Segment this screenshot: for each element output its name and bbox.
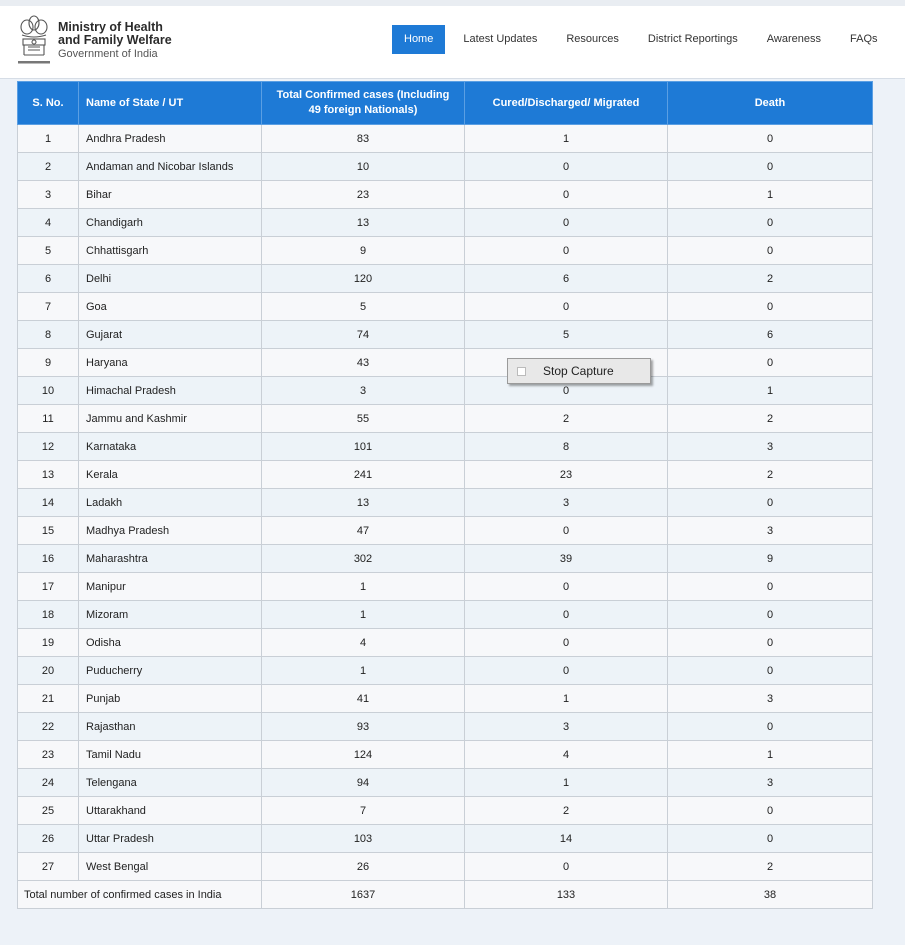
cell-sno: 26 [18, 825, 79, 853]
cell-sno: 4 [18, 209, 79, 237]
cell-cured: 1 [465, 125, 668, 153]
header-death: Death [668, 82, 873, 125]
cell-confirmed: 43 [262, 349, 465, 377]
cell-death: 0 [668, 489, 873, 517]
cell-cured: 0 [465, 293, 668, 321]
cell-cured: 8 [465, 433, 668, 461]
cell-state-name: Karnataka [79, 433, 262, 461]
table-row [18, 405, 873, 433]
cell-death: 1 [668, 741, 873, 769]
cell-state-name: Madhya Pradesh [79, 517, 262, 545]
table-header-row [18, 82, 873, 125]
cell-sno: 5 [18, 237, 79, 265]
total-confirmed: 1637 [262, 881, 465, 909]
nav-home[interactable]: Home [392, 25, 445, 54]
cell-sno: 9 [18, 349, 79, 377]
cell-cured: 23 [465, 461, 668, 489]
cell-death: 3 [668, 433, 873, 461]
table-row [18, 769, 873, 797]
cell-death: 0 [668, 153, 873, 181]
cell-confirmed: 5 [262, 293, 465, 321]
cell-cured: 0 [465, 853, 668, 881]
cell-death: 0 [668, 657, 873, 685]
nav-resources[interactable]: Resources [566, 33, 619, 45]
cell-state-name: Andaman and Nicobar Islands [79, 153, 262, 181]
ministry-name-line1: Ministry of Health [58, 20, 163, 34]
cell-cured: 3 [465, 713, 668, 741]
cell-confirmed: 241 [262, 461, 465, 489]
table-row [18, 545, 873, 573]
cell-sno: 24 [18, 769, 79, 797]
cell-confirmed: 41 [262, 685, 465, 713]
cell-confirmed: 1 [262, 573, 465, 601]
cell-cured: 0 [465, 657, 668, 685]
cell-sno: 23 [18, 741, 79, 769]
national-emblem-icon[interactable] [14, 13, 54, 71]
cell-state-name: West Bengal [79, 853, 262, 881]
table-row [18, 349, 873, 377]
cell-sno: 1 [18, 125, 79, 153]
cell-confirmed: 13 [262, 209, 465, 237]
cell-state-name: Tamil Nadu [79, 741, 262, 769]
cell-confirmed: 83 [262, 125, 465, 153]
cell-state-name: Bihar [79, 181, 262, 209]
cell-state-name: Uttar Pradesh [79, 825, 262, 853]
table-row [18, 853, 873, 881]
cell-sno: 6 [18, 265, 79, 293]
government-name: Government of India [58, 48, 158, 60]
table-row [18, 153, 873, 181]
stop-capture-button[interactable] [507, 358, 651, 384]
cell-sno: 3 [18, 181, 79, 209]
cell-death: 2 [668, 405, 873, 433]
cell-confirmed: 10 [262, 153, 465, 181]
cell-cured: 0 [465, 629, 668, 657]
cell-cured: 14 [465, 825, 668, 853]
header-sno: S. No. [18, 82, 79, 125]
table-body [18, 125, 873, 881]
table-row [18, 797, 873, 825]
cell-sno: 10 [18, 377, 79, 405]
ministry-name-line2: and Family Welfare [58, 33, 172, 47]
cell-death: 2 [668, 461, 873, 489]
table-row [18, 293, 873, 321]
cell-state-name: Andhra Pradesh [79, 125, 262, 153]
cell-sno: 7 [18, 293, 79, 321]
cell-cured: 0 [465, 573, 668, 601]
cell-death: 1 [668, 181, 873, 209]
cell-state-name: Chhattisgarh [79, 237, 262, 265]
cell-sno: 15 [18, 517, 79, 545]
nav-district-reportings[interactable]: District Reportings [647, 33, 738, 45]
ministry-branding[interactable] [58, 21, 172, 61]
cell-cured: 0 [465, 237, 668, 265]
table-row [18, 657, 873, 685]
cell-cured: 0 [465, 601, 668, 629]
table-row [18, 461, 873, 489]
cell-cured: 0 [465, 517, 668, 545]
cell-cured: 3 [465, 489, 668, 517]
cell-sno: 11 [18, 405, 79, 433]
cell-state-name: Punjab [79, 685, 262, 713]
cell-death: 9 [668, 545, 873, 573]
table-row [18, 125, 873, 153]
cell-state-name: Goa [79, 293, 262, 321]
cell-state-name: Odisha [79, 629, 262, 657]
cell-state-name: Ladakh [79, 489, 262, 517]
cell-sno: 14 [18, 489, 79, 517]
cell-death: 0 [668, 349, 873, 377]
cell-sno: 8 [18, 321, 79, 349]
cell-death: 1 [668, 377, 873, 405]
cell-state-name: Himachal Pradesh [79, 377, 262, 405]
cell-death: 0 [668, 601, 873, 629]
covid-cases-table [17, 81, 873, 909]
cell-death: 0 [668, 825, 873, 853]
cell-confirmed: 94 [262, 769, 465, 797]
cell-state-name: Puducherry [79, 657, 262, 685]
stop-square-icon [517, 367, 526, 376]
total-row [18, 881, 873, 909]
cell-confirmed: 302 [262, 545, 465, 573]
cell-state-name: Kerala [79, 461, 262, 489]
cell-state-name: Manipur [79, 573, 262, 601]
cell-death: 0 [668, 797, 873, 825]
cell-sno: 16 [18, 545, 79, 573]
table-row [18, 181, 873, 209]
cell-confirmed: 47 [262, 517, 465, 545]
cell-confirmed: 9 [262, 237, 465, 265]
cell-death: 0 [668, 713, 873, 741]
main-nav [392, 25, 896, 54]
cell-sno: 19 [18, 629, 79, 657]
header-state-name: Name of State / UT [79, 82, 262, 125]
cell-cured: 0 [465, 209, 668, 237]
cell-cured: 4 [465, 741, 668, 769]
cell-cured: 0 [465, 181, 668, 209]
cell-cured: 0 [465, 153, 668, 181]
cell-death: 0 [668, 629, 873, 657]
cell-sno: 22 [18, 713, 79, 741]
cell-death: 0 [668, 293, 873, 321]
cell-confirmed: 26 [262, 853, 465, 881]
cell-state-name: Telengana [79, 769, 262, 797]
cell-confirmed: 1 [262, 657, 465, 685]
cell-death: 0 [668, 209, 873, 237]
cell-death: 3 [668, 517, 873, 545]
cell-confirmed: 74 [262, 321, 465, 349]
cell-sno: 17 [18, 573, 79, 601]
cell-cured: 1 [465, 685, 668, 713]
cell-sno: 2 [18, 153, 79, 181]
table-row [18, 713, 873, 741]
cell-sno: 21 [18, 685, 79, 713]
cell-confirmed: 7 [262, 797, 465, 825]
cell-state-name: Uttarakhand [79, 797, 262, 825]
table-row [18, 377, 873, 405]
cell-state-name: Chandigarh [79, 209, 262, 237]
cell-confirmed: 93 [262, 713, 465, 741]
cell-state-name: Jammu and Kashmir [79, 405, 262, 433]
cell-confirmed: 13 [262, 489, 465, 517]
total-label: Total number of confirmed cases in India [18, 881, 262, 909]
cell-confirmed: 1 [262, 601, 465, 629]
cell-confirmed: 3 [262, 377, 465, 405]
table-row [18, 265, 873, 293]
cell-cured: 39 [465, 545, 668, 573]
cell-death: 0 [668, 573, 873, 601]
cell-sno: 18 [18, 601, 79, 629]
cell-state-name: Maharashtra [79, 545, 262, 573]
cell-confirmed: 124 [262, 741, 465, 769]
table-row [18, 209, 873, 237]
cell-cured: 5 [465, 321, 668, 349]
cell-state-name: Delhi [79, 265, 262, 293]
stop-capture-label: Stop Capture [543, 364, 614, 378]
cell-sno: 25 [18, 797, 79, 825]
cell-sno: 12 [18, 433, 79, 461]
cell-cured: 2 [465, 405, 668, 433]
table-row [18, 601, 873, 629]
table-row [18, 629, 873, 657]
nav-latest-updates[interactable]: Latest Updates [463, 33, 538, 45]
nav-awareness[interactable]: Awareness [766, 33, 821, 45]
cell-death: 0 [668, 125, 873, 153]
cell-state-name: Haryana [79, 349, 262, 377]
cell-death: 0 [668, 237, 873, 265]
cell-death: 3 [668, 685, 873, 713]
table-row [18, 825, 873, 853]
table-row [18, 321, 873, 349]
table-row [18, 741, 873, 769]
cell-state-name: Rajasthan [79, 713, 262, 741]
cell-sno: 27 [18, 853, 79, 881]
header-confirmed: Total Confirmed cases (Including 49 foreign Nationals) [262, 82, 465, 125]
cell-cured: 6 [465, 265, 668, 293]
cell-cured: 0 [465, 377, 668, 405]
cell-death: 6 [668, 321, 873, 349]
cell-sno: 20 [18, 657, 79, 685]
cell-confirmed: 103 [262, 825, 465, 853]
site-header [0, 6, 905, 79]
table-row [18, 489, 873, 517]
cell-state-name: Mizoram [79, 601, 262, 629]
cell-sno: 13 [18, 461, 79, 489]
cell-cured: 2 [465, 797, 668, 825]
header-cured: Cured/Discharged/ Migrated [465, 82, 668, 125]
table-row [18, 517, 873, 545]
cell-state-name: Gujarat [79, 321, 262, 349]
cell-confirmed: 101 [262, 433, 465, 461]
table-row [18, 685, 873, 713]
cell-confirmed: 120 [262, 265, 465, 293]
cell-confirmed: 4 [262, 629, 465, 657]
table-row [18, 573, 873, 601]
cell-cured: 1 [465, 769, 668, 797]
cell-death: 2 [668, 853, 873, 881]
total-death: 38 [668, 881, 873, 909]
cell-death: 2 [668, 265, 873, 293]
cell-confirmed: 55 [262, 405, 465, 433]
cell-death: 3 [668, 769, 873, 797]
table-row [18, 433, 873, 461]
total-cured: 133 [465, 881, 668, 909]
cell-confirmed: 23 [262, 181, 465, 209]
table-row [18, 237, 873, 265]
nav-faqs[interactable]: FAQs [850, 33, 878, 45]
